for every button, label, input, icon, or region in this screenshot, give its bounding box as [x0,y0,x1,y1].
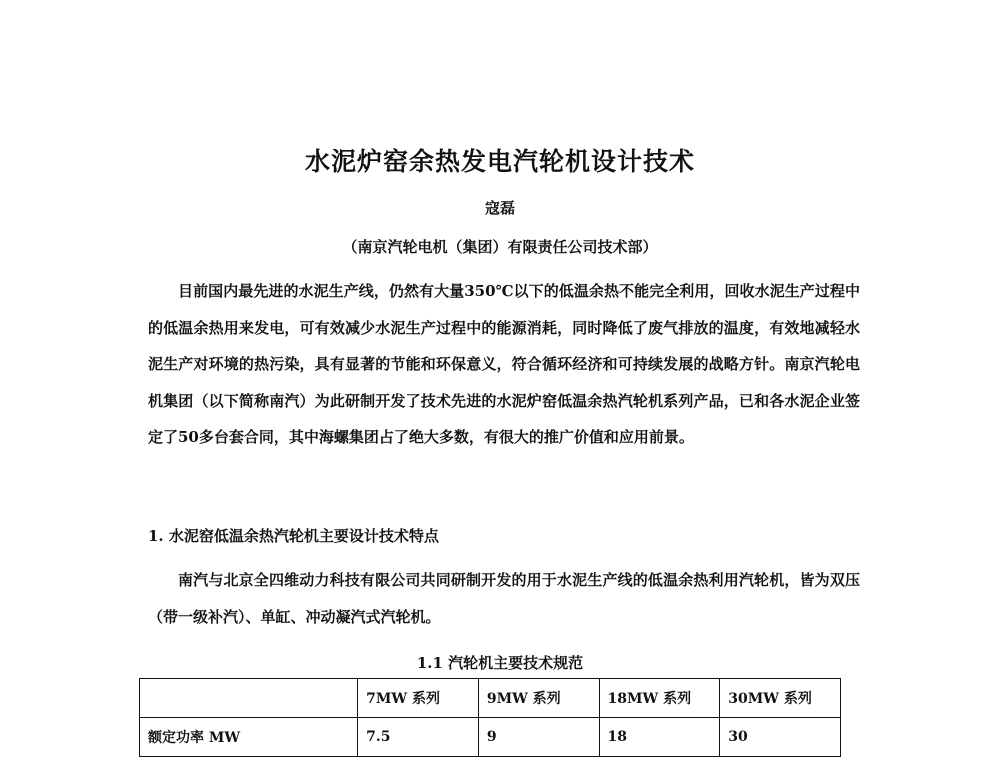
table-cell: 7.5 [358,718,479,757]
table-header-cell: 7MW 系列 [358,679,479,718]
table-cell: 额定功率 MW [140,718,358,757]
table-header-cell: 18MW 系列 [599,679,720,718]
table-caption: 1.1 汽轮机主要技术规范 [416,654,584,672]
table-cell: 9 [478,718,599,757]
document-title: 水泥炉窑余热发电汽轮机设计技术 [304,147,695,176]
section-heading: 1. 水泥窑低温余热汽轮机主要设计技术特点 [148,527,439,545]
table-header-cell: 9MW 系列 [478,679,599,718]
table-row [140,718,841,757]
table-cell: 30 [720,718,841,757]
author-name: 寇磊 [484,199,515,217]
table-header-row [140,679,841,718]
intro-paragraph: 目前国内最先进的水泥生产线，仍然有大量350℃以下的低温余热不能完全利用，回收水泥生产过程中的低温余热用来发电，可有效减少水泥生产过程中的能源消耗，同时降低了废气排放的温度，有效地减轻水泥生产对环境的热污染，具有显著的节能和环保意义，符合循环经济和可持续发展的战略方针。南京汽轮电机集团（以下简称南汽）为此研制开发了技术先进的水泥炉窑低温余热汽轮机系列产品，已和各水泥企业签定了50多台套合同，其中海螺集团占了绝大多数，有很大的推广价值和应用前景。 [148,282,860,446]
section-paragraph: 南汽与北京全四维动力科技有限公司共同研制开发的用于水泥生产线的低温余热利用汽轮机，皆为双压（带一级补汽）、单缸、冲动凝汽式汽轮机。 [148,571,860,626]
table-header-cell: 30MW 系列 [720,679,841,718]
table-header-cell [140,679,358,718]
spec-table [139,678,841,757]
table-cell: 18 [599,718,720,757]
author-affiliation: （南京汽轮电机（集团）有限责任公司技术部） [342,238,658,256]
